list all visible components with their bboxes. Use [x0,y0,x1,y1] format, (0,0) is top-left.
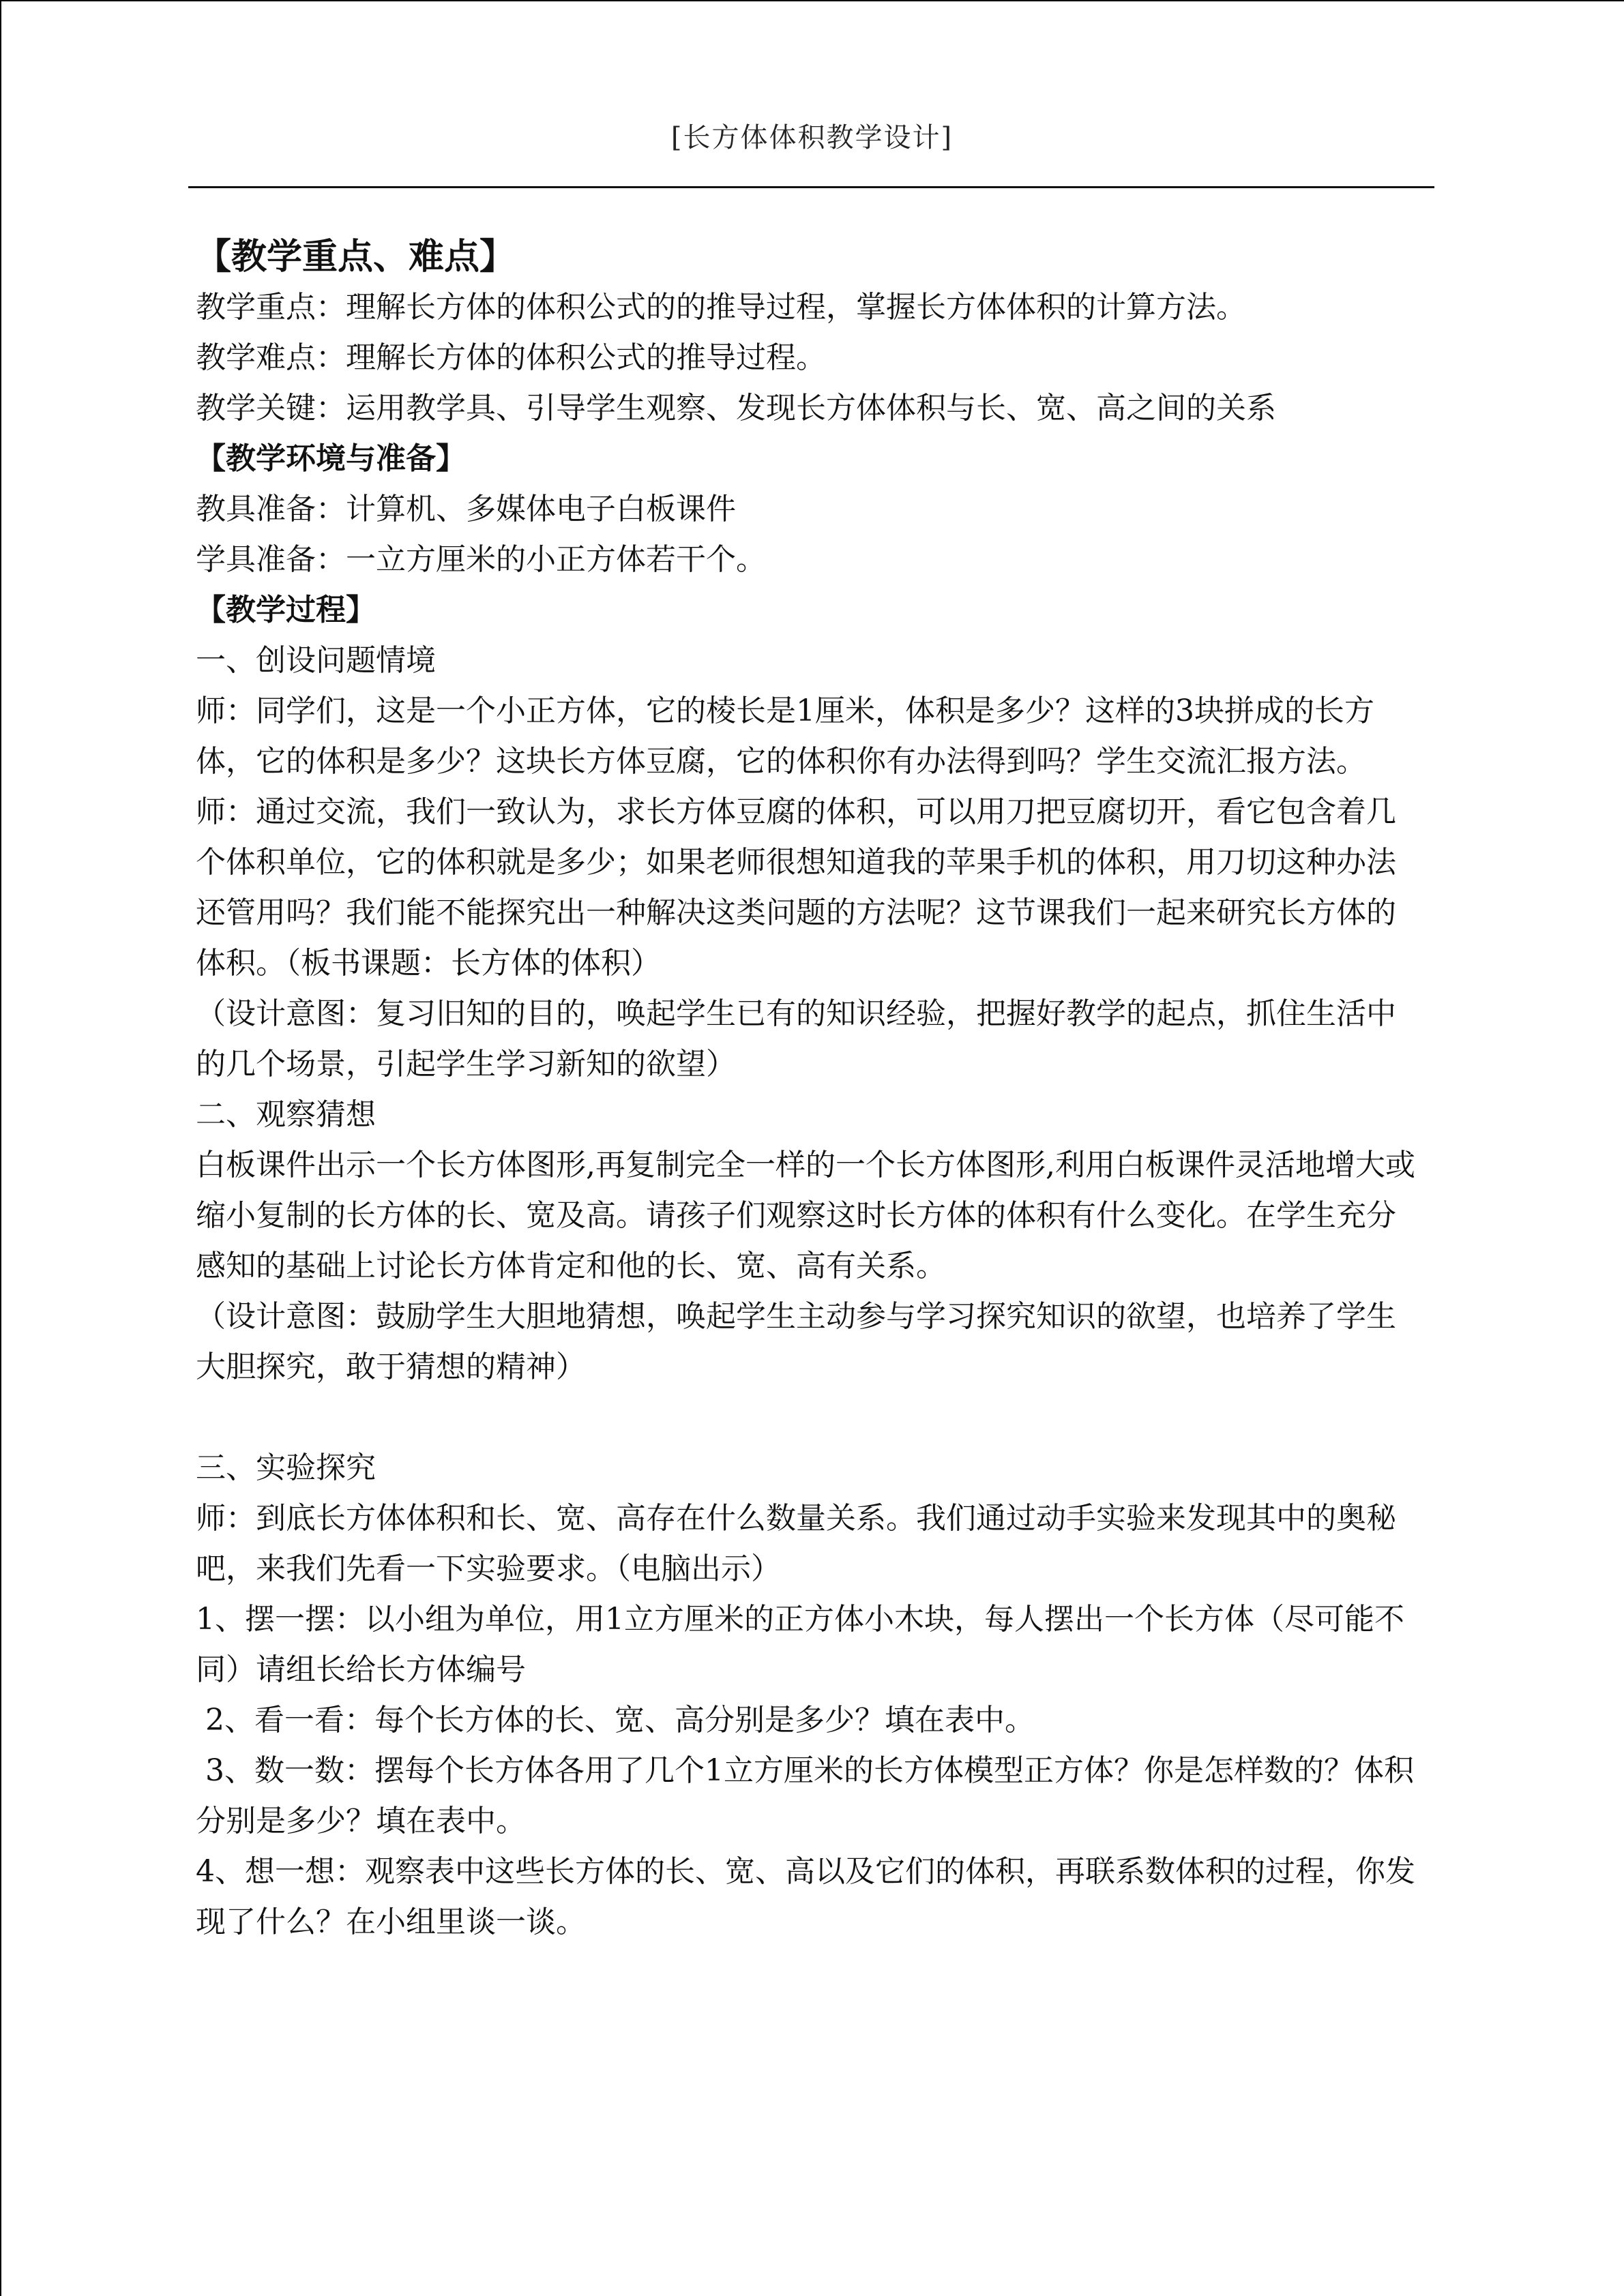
step1-heading: 一、创设问题情境 [196,643,436,678]
step1-design-note: （设计意图：复习旧知的目的，唤起学生已有的知识经验，把握好教学的起点，抓住生活中的几个场景，引起学生学习新知的欲望） [196,996,1396,1082]
step1-paragraph-1: 师：同学们，这是一个小正方体，它的棱长是1厘米，体积是多少？这样的3块拼成的长方体，它的体积是多少？这块长方体豆腐，它的体积你有办法得到吗？学生交流汇报方法。 [196,694,1374,779]
env-teacher-paragraph: 教具准备：计算机、多媒体电子白板课件 [196,492,736,526]
env-section-title: 【教学环境与准备】 [196,441,466,476]
header-divider [188,186,1434,188]
focus-key-paragraph: 教学重点：理解长方体的体积公式的的推导过程，掌握长方体体积的计算方法。 [196,290,1246,325]
step3-item-3: 3、数一数：摆每个长方体各用了几个1立方厘米的长方体模型正方体？你是怎样数的？体积分别是多少？填在表中。 [196,1753,1414,1838]
step3-heading: 三、实验探究 [196,1450,376,1485]
step2-paragraph-1: 白板课件出示一个长方体图形,再复制完全一样的一个长方体图形,利用白板课件灵活地增大或缩小复制的长方体的长、宽及高。请孩子们观察这时长方体的体积有什么变化。在学生充分感知的基础上讨论长方体肯定和他的长、宽、高有关系。 [196,1148,1415,1283]
document-body [196,232,1417,1948]
step1-paragraph-2: 师：通过交流，我们一致认为，求长方体豆腐的体积，可以用刀把豆腐切开，看它包含着几个体积单位，它的体积就是多少；如果老师很想知道我的苹果手机的体积，用刀切这种办法还管用吗？我们能不能探究出一种解决这类问题的方法呢？这节课我们一起来研究长方体的体积。（板书课题：长方体的体积） [196,794,1396,981]
blank-line [196,1392,1417,1443]
step3-item-1: 1、摆一摆：以小组为单位，用1立方厘米的正方体小木块，每人摆出一个长方体（尽可能不同）请组长给长方体编号 [196,1602,1404,1687]
focus-crux-paragraph: 教学关键：运用教学具、引导学生观察、发现长方体体积与长、宽、高之间的关系 [196,391,1276,426]
step2-design-note: （设计意图：鼓励学生大胆地猜想，唤起学生主动参与学习探究知识的欲望，也培养了学生大胆探究，敢于猜想的精神） [196,1299,1396,1384]
step3-item-4: 4、想一想：观察表中这些长方体的长、宽、高以及它们的体积，再联系数体积的过程，你发现了什么？在小组里谈一谈。 [196,1854,1415,1939]
env-student-paragraph: 学具准备：一立方厘米的小正方体若干个。 [196,542,766,577]
focus-difficult-paragraph: 教学难点：理解长方体的体积公式的推导过程。 [196,340,826,375]
page-header: [长方体体积教学设计] [670,122,954,153]
step2-heading: 二、观察猜想 [196,1097,376,1132]
focus-section-title: 【教学重点、难点】 [196,236,516,278]
process-section-title: 【教学过程】 [196,593,376,627]
step3-item-2: 2、看一看：每个长方体的长、宽、高分别是多少？填在表中。 [196,1703,1035,1738]
step3-paragraph-1: 师：到底长方体体积和长、宽、高存在什么数量关系。我们通过动手实验来发现其中的奥秘吧，来我们先看一下实验要求。（电脑出示） [196,1501,1396,1586]
